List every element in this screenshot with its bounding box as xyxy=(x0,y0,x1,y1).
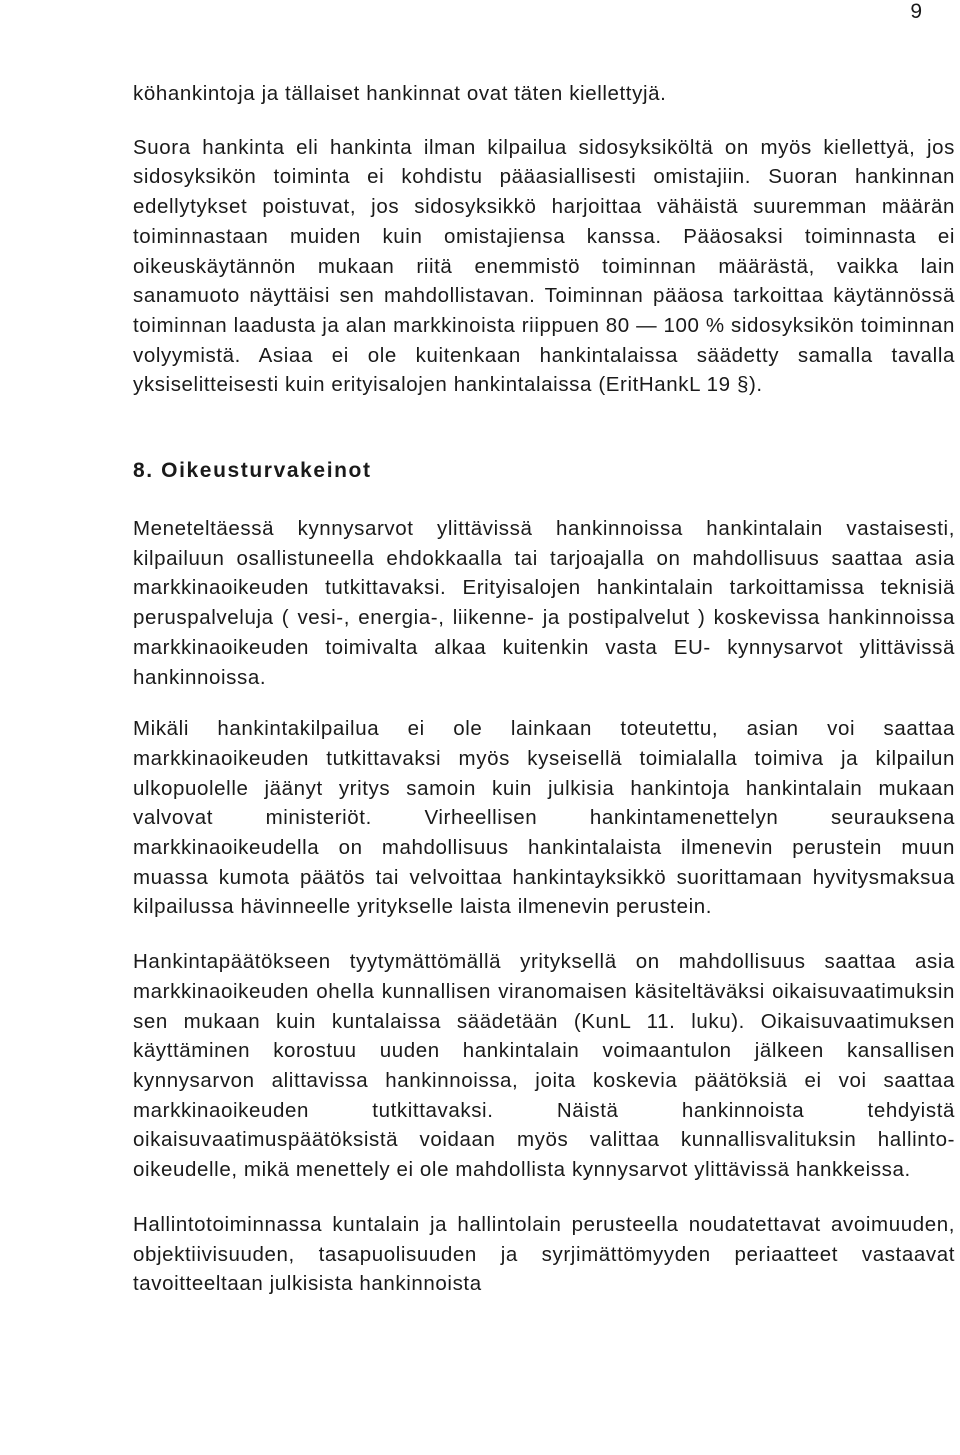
paragraph-no-competition: Mikäli hankintakilpailua ei ole lainkaan toteutettu, asian voi saattaa markkinaoikeuden tutkittavaksi myös kyseisellä toimialalla toimiva ja kilpailun ulkopuolelle jäänyt yritys samoin kuin julkisia hankintoja hankintalain mukaan valvovat ministeriöt. Virheellisen hankintamenettelyn seurauksena markkinaoikeudella on mahdollisuus hankintalaista ilmenevin perustein muun muassa kumota päätös tai velvoittaa hankintayksikkö suorittamaan hyvitysmaksua kilpailussa hävinneelle yritykselle laista ilmenevin perustein. xyxy=(133,717,955,919)
page-number: 9 xyxy=(910,0,922,23)
paragraph-market-court: Meneteltäessä kynnysarvot ylittävissä hankinnoissa hankintalain vastaisesti, kilpailuun osallistuneella ehdokkaalla tai tarjoajalla on mahdollisuus saattaa asia markkinaoikeuden tutkittavaksi. Erityisalojen hankintalain tarkoittamissa teknisiä peruspalveluja ( vesi-, energia-, liikenne- ja postipalvelut ) koskevissa hankinnoissa markkinaoikeuden toimivalta alkaa kuitenkin vasta EU- kynnysarvot ylittävissä hankinnoissa. xyxy=(133,517,955,689)
paragraph-rectification-request: Hankintapäätökseen tyytymättömällä yrityksellä on mahdollisuus saattaa asia markkinaoikeuden ohella kunnallisen viranomaisen käsiteltäväksi oikaisuvaatimuksin sen mukaan kuin kuntalaissa säädetään (KunL 11. luku). Oikaisuvaatimuksen käyttäminen korostuu uuden hankintalain voimaantulon jälkeen kansallisen kynnysarvon alittavissa hankinnoissa, joita koskevia päätöksiä ei voi saattaa markkinaoikeuden tutkittavaksi. Näistä hankinnoista tehdyistä oikaisuvaatimuspäätöksistä voidaan myös valittaa kunnallisvalituksin hallinto-oikeudelle, mikä menettely ei ole mahdollista kynnysarvot ylittävissä hankkeissa. xyxy=(133,950,955,1182)
document-body xyxy=(133,79,955,1299)
paragraph-continuation: köhankintoja ja tällaiset hankinnat ovat täten kiellettyjä. xyxy=(133,82,667,105)
section-heading: 8. Oikeusturvakeinot xyxy=(133,459,372,483)
paragraph-direct-procurement: Suora hankinta eli hankinta ilman kilpailua sidosyksiköltä on myös kiellettyä, jos sidosyksikön toiminta ei kohdistu pääasiallisesti omistajiin. Suoran hankinnan edellytykset poistuvat, jos sidosyksikkö harjoittaa vähäistä suuremman määrän toiminnastaan muiden kuin omistajiensa kanssa. Pääosaksi toiminnasta ei oikeuskäytännön mukaan riitä enemmistö toiminnan määrästä, vaikka lain sanamuoto näyttäisi sen mahdollistavan. Toiminnan pääosa tarkoittaa käytännössä toiminnan laadusta ja alan markkinoista riippuen 80 — 100 % sidosyksikön toiminnan volyymistä. Asiaa ei ole kuitenkaan hankintalaissa säädetty samalla tavalla yksiselitteisesti kuin erityisalojen hankintalaissa (EritHankL 19 §). xyxy=(133,135,955,397)
paragraph-administrative-principles: Hallintotoiminnassa kuntalain ja hallintolain perusteella noudatettavat avoimuuden, objektiivisuuden, tasapuolisuuden ja syrjimättömyyden periaatteet vastaavat tavoitteeltaan julkisista hankinnoista xyxy=(133,1212,955,1296)
